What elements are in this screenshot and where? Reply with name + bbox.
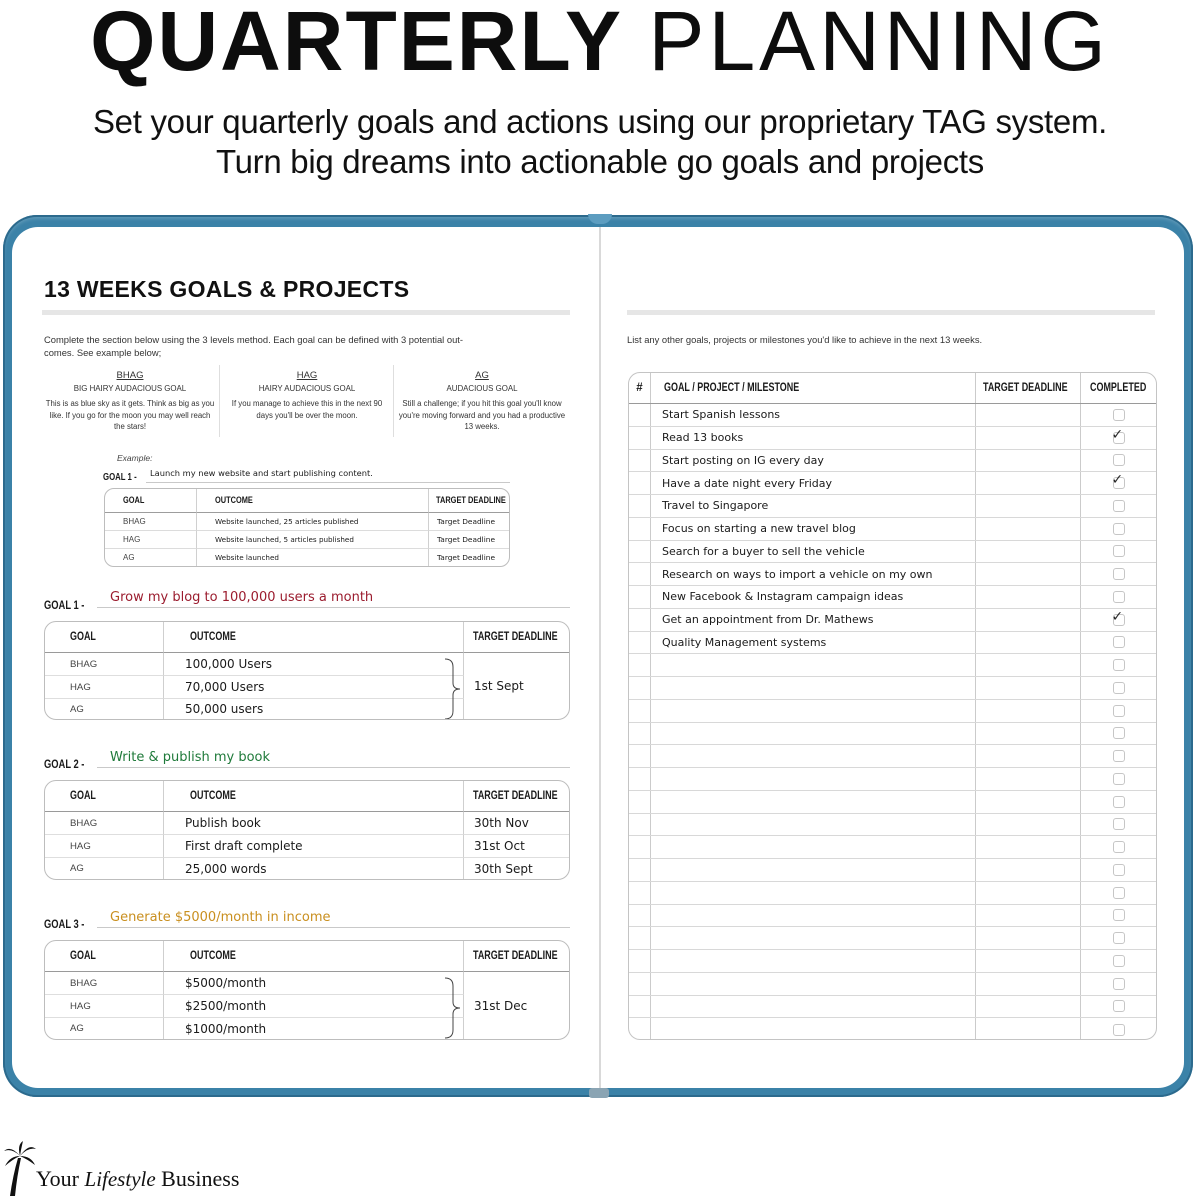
completed-checkbox[interactable]: [1113, 818, 1125, 830]
completed-cell: [1081, 450, 1156, 472]
completed-cell: [1081, 836, 1156, 858]
deadline-cell[interactable]: [976, 836, 1081, 858]
number-cell: [629, 905, 651, 927]
outcome-cell[interactable]: 50,000 users: [164, 699, 464, 719]
number-cell: [629, 791, 651, 813]
column-header-goal: [45, 781, 164, 812]
completed-cell: [1081, 996, 1156, 1018]
goal-cell[interactable]: [651, 859, 976, 881]
level-hag: [224, 369, 390, 421]
number-cell: [629, 518, 651, 540]
column-header-deadline: [976, 373, 1081, 403]
outcome-cell[interactable]: Website launched, 25 articles published: [197, 513, 429, 531]
header-text: COMPLETED: [1090, 382, 1147, 394]
number-cell: [629, 654, 651, 676]
brand-word-lifestyle: Lifestyle: [84, 1167, 156, 1191]
deadline-cell[interactable]: [976, 450, 1081, 472]
goal-3-text[interactable]: Generate $5000/month in income: [110, 910, 331, 925]
goal-1-underline: [97, 607, 570, 608]
subtitle-line-1: Set your quarterly goals and actions using our proprietary TAG system.: [92, 103, 1108, 140]
level-cell: BHAG: [45, 812, 164, 835]
table-row: [629, 836, 1156, 859]
completed-cell: [1081, 632, 1156, 654]
completed-cell: [1081, 563, 1156, 585]
brand-word-your: Your: [36, 1166, 80, 1191]
goal-cell[interactable]: [651, 677, 976, 699]
table-row: [629, 859, 1156, 882]
deadline-cell[interactable]: [976, 427, 1081, 449]
header-text: TARGET DEADLINE: [473, 950, 558, 962]
deadline-cell[interactable]: [976, 586, 1081, 608]
completed-checkbox[interactable]: [1113, 636, 1125, 648]
deadline-cell[interactable]: [976, 905, 1081, 927]
outcome-cell[interactable]: $5000/month: [164, 972, 464, 995]
deadline-cell[interactable]: [976, 723, 1081, 745]
table-row: [629, 905, 1156, 928]
deadline-cell[interactable]: Target Deadline: [429, 531, 510, 549]
table-row: [629, 654, 1156, 677]
outcome-cell[interactable]: $1000/month: [164, 1018, 464, 1039]
number-cell: [629, 927, 651, 949]
goal-cell[interactable]: Search for a buyer to sell the vehicle: [651, 541, 976, 563]
level-abbr: BHAG: [116, 370, 144, 381]
table-row: [629, 768, 1156, 791]
column-header-completed: [1081, 373, 1157, 403]
outcome-cell[interactable]: Website launched, 5 articles published: [197, 531, 429, 549]
completed-checkbox[interactable]: [1113, 773, 1125, 785]
completed-cell: [1081, 404, 1156, 426]
table-row: [629, 996, 1156, 1019]
header-text: GOAL: [70, 950, 96, 962]
column-header-deadline: [464, 622, 570, 653]
completed-cell: [1081, 927, 1156, 949]
table-row: [629, 814, 1156, 837]
goal-3-label: [44, 915, 96, 933]
number-cell: [629, 563, 651, 585]
number-cell: [629, 996, 651, 1018]
number-cell: [629, 1018, 651, 1040]
level-cell: HAG: [45, 676, 164, 699]
completed-cell: [1081, 859, 1156, 881]
outcome-cell[interactable]: 25,000 words: [164, 858, 464, 879]
goal-cell[interactable]: [651, 723, 976, 745]
number-cell: [629, 836, 651, 858]
goal-cell[interactable]: Start posting on IG every day: [651, 450, 976, 472]
table-row: [629, 950, 1156, 973]
level-cell: HAG: [45, 835, 164, 858]
goal-cell[interactable]: [651, 814, 976, 836]
column-header-deadline: [429, 489, 510, 513]
completed-cell: [1081, 882, 1156, 904]
goal-cell[interactable]: [651, 950, 976, 972]
completed-cell: [1081, 768, 1156, 790]
milestones-table: [628, 372, 1157, 1040]
level-name: BIG HAIRY AUDACIOUS GOAL: [73, 384, 187, 393]
level-ag: [398, 369, 566, 433]
goal-2-text[interactable]: Write & publish my book: [110, 750, 271, 765]
completed-checkbox[interactable]: [1113, 978, 1125, 990]
table-row: [629, 541, 1156, 564]
example-goal-underline: [146, 482, 510, 483]
completed-checkbox[interactable]: [1113, 750, 1125, 762]
column-header-outcome: [164, 941, 464, 972]
goal-2-underline: [97, 767, 570, 768]
completed-cell: [1081, 1018, 1156, 1040]
level-cell: BHAG: [105, 513, 197, 531]
completed-checkbox[interactable]: [1113, 841, 1125, 853]
header-text: OUTCOME: [190, 950, 236, 962]
merged-deadline-cell[interactable]: 31st Dec: [474, 998, 528, 1013]
table-row: [629, 563, 1156, 586]
completed-cell: [1081, 586, 1156, 608]
merged-deadline-cell[interactable]: 1st Sept: [474, 679, 524, 693]
completed-checkbox[interactable]: [1111, 608, 1125, 626]
milestones-intro: List any other goals, projects or milestones you'd like to achieve in the next 13 weeks.: [627, 334, 983, 345]
completed-checkbox[interactable]: [1113, 523, 1125, 535]
completed-checkbox[interactable]: [1111, 472, 1125, 489]
header-text: GOAL: [70, 790, 96, 802]
goal-1-table: [44, 621, 570, 720]
completed-cell: [1081, 814, 1156, 836]
number-cell: [629, 677, 651, 699]
table-row: [629, 427, 1156, 450]
deadline-cell[interactable]: [976, 495, 1081, 517]
level-cell: HAG: [105, 531, 197, 549]
check-icon: ✓: [1111, 426, 1124, 443]
deadline-cell[interactable]: Target Deadline: [429, 513, 510, 531]
completed-checkbox[interactable]: [1113, 887, 1125, 899]
deadline-cell[interactable]: [976, 973, 1081, 995]
completed-cell: [1081, 654, 1156, 676]
deadline-cell[interactable]: [976, 950, 1081, 972]
example-goal-label: [103, 467, 146, 485]
level-bhag: [44, 369, 216, 433]
outcome-cell[interactable]: 100,000 Users: [164, 653, 464, 676]
level-cell: BHAG: [45, 653, 164, 676]
goal-cell[interactable]: Get an appointment from Dr. Mathews: [651, 609, 976, 631]
table-row: [629, 495, 1156, 518]
deadline-cell[interactable]: Target Deadline: [437, 553, 496, 562]
completed-checkbox[interactable]: [1113, 705, 1125, 717]
level-description: This is as blue sky as it gets. Think as big as you like. If you go for the moon you may well reach the stars!: [45, 399, 215, 431]
goal-cell[interactable]: Quality Management systems: [651, 632, 976, 654]
completed-checkbox[interactable]: [1113, 864, 1125, 876]
goal-cell[interactable]: [651, 1018, 976, 1040]
goal-cell[interactable]: [651, 905, 976, 927]
completed-cell: [1081, 541, 1156, 563]
level-cell: HAG: [45, 995, 164, 1018]
goal-cell[interactable]: Research on ways to import a vehicle on my own: [651, 563, 976, 585]
completed-cell: [1081, 427, 1156, 449]
completed-cell: [1081, 518, 1156, 540]
level-abbr: AG: [475, 370, 489, 381]
deadline-cell[interactable]: [976, 882, 1081, 904]
palm-tree-icon: [3, 1141, 37, 1197]
completed-cell: [1081, 905, 1156, 927]
brand-logo-text: [36, 1166, 239, 1192]
goal-cell[interactable]: Travel to Singapore: [651, 495, 976, 517]
brace-icon: [443, 658, 463, 720]
table-row: [629, 586, 1156, 609]
completed-cell: [1081, 677, 1156, 699]
completed-checkbox[interactable]: [1113, 796, 1125, 808]
number-cell: [629, 700, 651, 722]
goal-2-label: [44, 755, 96, 773]
outcome-cell[interactable]: Website launched: [197, 549, 429, 566]
table-row: [629, 973, 1156, 996]
table-row: [629, 632, 1156, 655]
column-header-outcome: [164, 622, 464, 653]
example-goal-label-text: GOAL 1 -: [103, 472, 137, 483]
number-cell: [629, 541, 651, 563]
completed-checkbox[interactable]: [1113, 500, 1125, 512]
number-cell: [629, 814, 651, 836]
deadline-cell[interactable]: [976, 609, 1081, 631]
brand-word-business: Business: [161, 1166, 240, 1191]
goal-cell[interactable]: [651, 700, 976, 722]
goal-cell[interactable]: [651, 836, 976, 858]
number-cell: [629, 632, 651, 654]
column-divider: [393, 365, 394, 437]
completed-checkbox[interactable]: [1113, 727, 1125, 739]
completed-checkbox[interactable]: [1113, 909, 1125, 921]
header-text: TARGET DEADLINE: [473, 790, 558, 802]
level-name: HAIRY AUDACIOUS GOAL: [258, 384, 356, 393]
outcome-cell[interactable]: First draft complete: [164, 835, 464, 858]
completed-checkbox[interactable]: [1113, 955, 1125, 967]
level-cell: AG: [105, 549, 197, 566]
deadline-cell[interactable]: [976, 563, 1081, 585]
deadline-cell[interactable]: [976, 541, 1081, 563]
number-cell: [629, 950, 651, 972]
header-text: #: [636, 382, 643, 394]
table-row: [629, 518, 1156, 541]
heading-divider-right: [627, 310, 1155, 315]
number-cell: [629, 882, 651, 904]
header-text: OUTCOME: [190, 631, 236, 643]
deadline-cell[interactable]: [976, 472, 1081, 494]
column-header-deadline: [464, 941, 570, 972]
table-row: [629, 927, 1156, 950]
deadline-cell[interactable]: [976, 791, 1081, 813]
completed-cell: [1081, 973, 1156, 995]
deadline-cell[interactable]: [976, 404, 1081, 426]
goal-cell[interactable]: Start Spanish lessons: [651, 404, 976, 426]
column-divider: [219, 365, 220, 437]
deadline-cell[interactable]: [976, 927, 1081, 949]
column-header-goal: [45, 622, 164, 653]
check-icon: ✓: [1111, 608, 1124, 625]
table-row: [629, 723, 1156, 746]
number-cell: [629, 427, 651, 449]
level-cell: AG: [45, 858, 164, 879]
table-row: [629, 791, 1156, 814]
deadline-cell[interactable]: [976, 1018, 1081, 1040]
header-text: OUTCOME: [190, 790, 236, 802]
outcome-cell[interactable]: 70,000 Users: [164, 676, 464, 699]
notebook-spine: [599, 227, 601, 1088]
header-text: TARGET DEADLINE: [983, 382, 1068, 394]
brace-icon: [443, 977, 463, 1039]
number-cell: [629, 859, 651, 881]
deadline-cell[interactable]: 30th Sept: [474, 861, 533, 876]
deadline-cell[interactable]: [976, 677, 1081, 699]
completed-cell: [1081, 791, 1156, 813]
column-header-goal: [651, 373, 976, 403]
title-bold: QUARTERLY: [90, 0, 624, 88]
goal-1-text[interactable]: Grow my blog to 100,000 users a month: [110, 590, 374, 605]
number-cell: [629, 609, 651, 631]
deadline-cell[interactable]: [976, 996, 1081, 1018]
number-cell: [629, 745, 651, 767]
header-text: OUTCOME: [215, 495, 253, 506]
number-cell: [629, 495, 651, 517]
number-cell: [629, 472, 651, 494]
page-title: [0, 0, 1200, 86]
completed-checkbox[interactable]: [1113, 682, 1125, 694]
column-header-deadline: [464, 781, 570, 812]
header-text: GOAL: [70, 631, 96, 643]
intro-text-line-1: Complete the section below using the 3 levels method. Each goal can be defined with 3 potential out-: [44, 334, 464, 345]
completed-cell: [1081, 609, 1156, 631]
table-row: [629, 1018, 1156, 1040]
deadline-cell[interactable]: [976, 814, 1081, 836]
example-label: Example:: [117, 453, 153, 463]
completed-checkbox[interactable]: [1113, 591, 1125, 603]
completed-checkbox[interactable]: [1113, 659, 1125, 671]
completed-checkbox[interactable]: [1113, 932, 1125, 944]
column-header-outcome: [197, 489, 429, 513]
heading-divider: [42, 310, 570, 315]
goal-cell[interactable]: [651, 791, 976, 813]
goal-cell[interactable]: [651, 882, 976, 904]
title-light: PLANNING: [648, 0, 1110, 88]
check-icon: ✓: [1111, 472, 1124, 489]
goal-cell[interactable]: [651, 745, 976, 767]
level-cell: BHAG: [45, 972, 164, 995]
header-text: GOAL: [123, 495, 145, 506]
completed-checkbox[interactable]: [1113, 1000, 1125, 1012]
example-goal-text[interactable]: Launch my new website and start publishing content.: [150, 468, 373, 478]
number-cell: [629, 973, 651, 995]
header-text: TARGET DEADLINE: [473, 631, 558, 643]
table-row: [629, 609, 1156, 632]
table-row: [629, 472, 1156, 495]
table-header-row: [629, 373, 1156, 404]
goal-cell[interactable]: Read 13 books: [651, 427, 976, 449]
column-header-outcome: [164, 781, 464, 812]
completed-cell: [1081, 950, 1156, 972]
section-heading: 13 WEEKS GOALS & PROJECTS: [44, 276, 410, 302]
level-name: AUDACIOUS GOAL: [446, 384, 518, 393]
goal-label-text: GOAL 3 -: [44, 917, 85, 931]
deadline-cell[interactable]: [976, 745, 1081, 767]
level-abbr: HAG: [296, 370, 318, 381]
number-cell: [629, 404, 651, 426]
table-row: [629, 882, 1156, 905]
outcome-cell[interactable]: $2500/month: [164, 995, 464, 1018]
example-goal-table: [104, 488, 510, 567]
completed-checkbox[interactable]: [1113, 409, 1125, 421]
column-header-goal: [105, 489, 197, 513]
outcome-cell[interactable]: Publish book: [164, 812, 464, 835]
goal-cell[interactable]: [651, 927, 976, 949]
goal-cell[interactable]: [651, 973, 976, 995]
intro-text-line-2: comes. See example below;: [44, 347, 162, 358]
completed-cell: [1081, 472, 1156, 494]
goal-3-underline: [97, 927, 570, 928]
column-header-goal: [45, 941, 164, 972]
level-description: Still a challenge; if you hit this goal you'll know you're moving forward and you had a productive 13 weeks.: [398, 399, 566, 431]
goal-label-text: GOAL 2 -: [44, 757, 85, 771]
goal-cell[interactable]: Focus on starting a new travel blog: [651, 518, 976, 540]
goal-cell[interactable]: [651, 768, 976, 790]
deadline-cell[interactable]: [976, 632, 1081, 654]
table-row: [629, 700, 1156, 723]
goal-cell[interactable]: Have a date night every Friday: [651, 472, 976, 494]
number-cell: [629, 768, 651, 790]
deadline-cell[interactable]: 30th Nov: [464, 812, 570, 835]
table-row: [629, 677, 1156, 700]
completed-checkbox[interactable]: [1113, 545, 1125, 557]
spine-notch-bottom: [589, 1088, 609, 1098]
deadline-cell[interactable]: 31st Oct: [464, 835, 570, 858]
completed-checkbox[interactable]: [1113, 1024, 1125, 1036]
completed-checkbox[interactable]: [1113, 568, 1125, 580]
table-row: [629, 450, 1156, 473]
header-text: TARGET DEADLINE: [436, 495, 506, 506]
number-cell: [629, 723, 651, 745]
level-cell: AG: [45, 699, 164, 719]
table-row: [629, 404, 1156, 427]
subtitle-line-2: Turn big dreams into actionable go goals and projects: [215, 143, 984, 180]
table-row: [629, 745, 1156, 768]
completed-checkbox[interactable]: [1111, 426, 1125, 444]
goal-2-table: [44, 780, 570, 880]
completed-cell: [1081, 745, 1156, 767]
number-cell: [629, 586, 651, 608]
goal-1-label: [44, 596, 96, 614]
goal-cell[interactable]: New Facebook & Instagram campaign ideas: [651, 586, 976, 608]
header-text: GOAL / PROJECT / MILESTONE: [664, 382, 800, 394]
deadline-cell[interactable]: [976, 700, 1081, 722]
completed-cell: [1081, 495, 1156, 517]
goal-label-text: GOAL 1 -: [44, 598, 85, 612]
number-cell: [629, 450, 651, 472]
level-cell: AG: [45, 1018, 164, 1039]
goal-cell[interactable]: [651, 654, 976, 676]
deadline-cell[interactable]: [976, 768, 1081, 790]
column-header-number: [629, 373, 651, 403]
goal-cell[interactable]: [651, 996, 976, 1018]
completed-cell: [1081, 700, 1156, 722]
goal-3-table: [44, 940, 570, 1040]
deadline-cell[interactable]: [976, 654, 1081, 676]
deadline-cell[interactable]: [976, 518, 1081, 540]
completed-checkbox[interactable]: [1113, 454, 1125, 466]
deadline-cell[interactable]: [976, 859, 1081, 881]
completed-cell: [1081, 723, 1156, 745]
level-description: If you manage to achieve this in the next 90 days you'll be over the moon.: [231, 399, 383, 420]
